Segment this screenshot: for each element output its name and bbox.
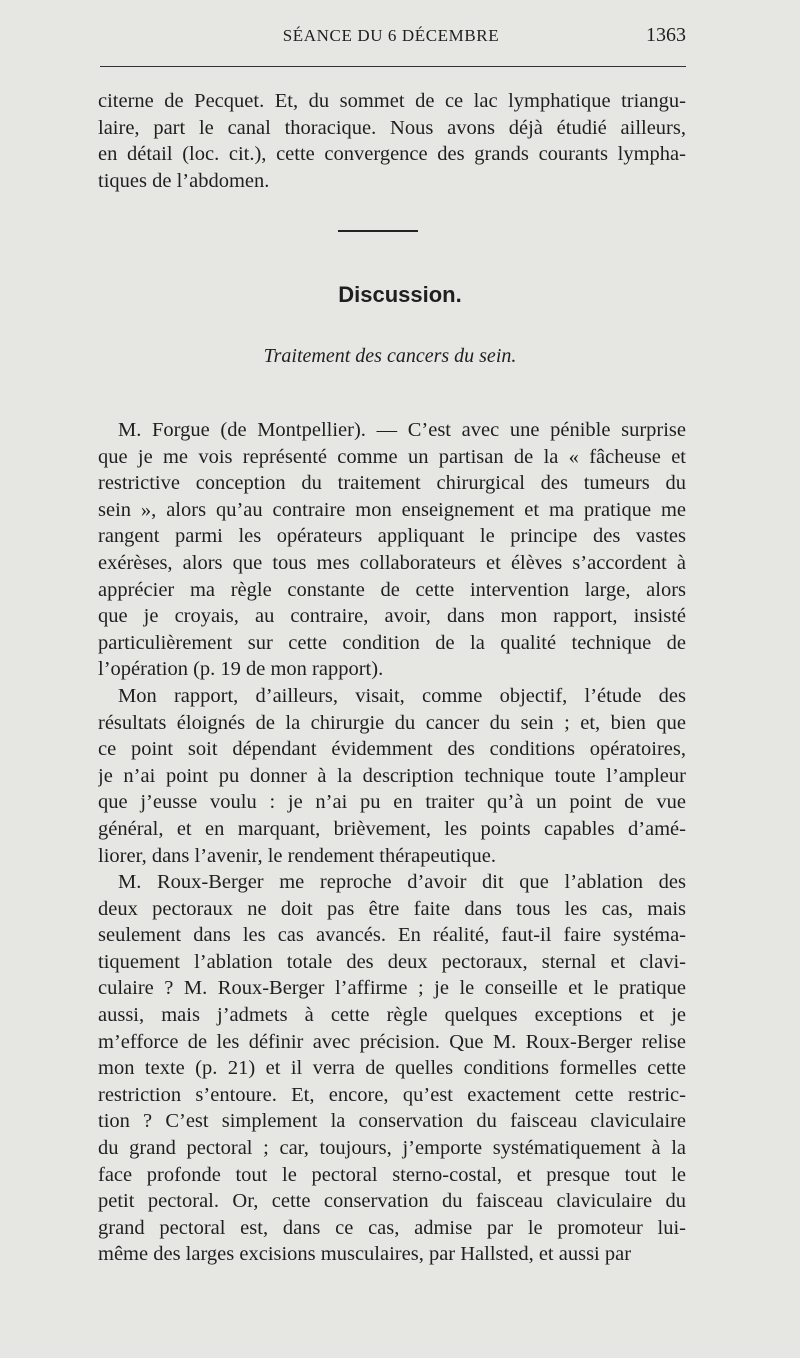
text-line: M. Roux-Berger me reproche d’avoir dit que l’ablation des [118, 871, 686, 894]
text-line: face profonde tout le pectoral sterno-costal, et presque tout le [98, 1163, 686, 1186]
text-line: tiques de l’abdomen. [98, 169, 270, 192]
text-line: que je croyais, au contraire, avoir, dans mon rapport, insisté [98, 605, 686, 628]
text-line: l’opération (p. 19 de mon rapport). [98, 658, 384, 681]
text-line: que j’eusse voulu : je n’ai pu en traiter qu’à un point de vue [98, 791, 686, 814]
text-line: petit pectoral. Or, cette conservation du faisceau claviculaire du [98, 1190, 686, 1213]
text-line: tiquement l’ablation totale des deux pectoraux, sternal et clavi- [98, 950, 686, 973]
running-title: SÉANCE DU 6 DÉCEMBRE [282, 26, 500, 45]
text-line: grand pectoral est, dans ce cas, admise par le promoteur lui- [98, 1216, 686, 1239]
text-line: résultats éloignés de la chirurgie du cancer du sein ; et, bien que [98, 711, 686, 734]
text-line: que je me vois représenté comme un partisan de la « fâcheuse et [98, 445, 686, 468]
text-line: particulièrement sur cette condition de la qualité technique de [98, 631, 686, 654]
text-line: M. Forgue (de Montpellier). — C’est avec une pénible surprise [118, 419, 686, 441]
text-line: en détail (loc. cit.), cette convergence des grands courants lympha- [98, 143, 686, 166]
text-line: Mon rapport, d’ailleurs, visait, comme objectif, l’étude des [118, 684, 686, 707]
body-text [98, 417, 686, 1268]
text-line: seulement dans les cas avancés. En réalité, faut-il faire systéma- [98, 924, 686, 947]
text-line: tion ? C’est simplement la conservation du faisceau claviculaire [98, 1110, 686, 1133]
text-line: je n’ai point pu donner à la description technique toute l’ampleur [98, 764, 686, 787]
page-number: 1363 [646, 24, 686, 46]
header-rule [100, 66, 686, 67]
text-line: mon texte (p. 21) et il verra de quelles conditions formelles cette [98, 1057, 686, 1080]
running-header [96, 22, 686, 52]
text-line: restriction s’entoure. Et, encore, qu’est exactement cette restric- [98, 1083, 686, 1106]
text-line: exérèses, alors que tous mes collaborateurs et élèves s’accordent à [98, 551, 686, 574]
section-heading: Discussion. [338, 282, 462, 307]
top-paragraph [98, 88, 686, 194]
text-line: général, et en marquant, brièvement, les points capables d’amé- [98, 817, 686, 840]
text-line: aussi, mais j’admets à cette règle quelques exceptions et je [98, 1004, 686, 1027]
text-line: deux pectoraux ne doit pas être faite dans tous les cas, mais [98, 897, 686, 920]
section-subheading: Traitement des cancers du sein. [263, 345, 517, 367]
text-line: culaire ? M. Roux-Berger l’affirme ; je le conseille et le pratique [98, 977, 686, 1000]
text-line: m’efforce de les définir avec précision. Que M. Roux-Berger relise [98, 1030, 686, 1053]
text-line: rangent parmi les opérateurs appliquant le principe des vastes [98, 525, 686, 548]
text-line: sein », alors qu’au contraire mon enseignement et ma pratique me [98, 498, 686, 521]
text-line: ce point soit dépendant évidemment des conditions opératoires, [98, 738, 686, 761]
section-separator [338, 230, 418, 232]
text-line: citerne de Pecquet. Et, du sommet de ce lac lymphatique triangu- [98, 90, 686, 112]
text-line: laire, part le canal thoracique. Nous avons déjà étudié ailleurs, [98, 116, 686, 139]
text-line: restrictive conception du traitement chirurgical des tumeurs du [98, 472, 686, 495]
text-line: du grand pectoral ; car, toujours, j’emporte systématiquement à la [98, 1137, 686, 1160]
text-line: même des larges excisions musculaires, par Hallsted, et aussi par [98, 1243, 632, 1266]
text-line: apprécier ma règle constante de cette intervention large, alors [98, 578, 686, 601]
text-line: liorer, dans l’avenir, le rendement thérapeutique. [98, 844, 496, 867]
